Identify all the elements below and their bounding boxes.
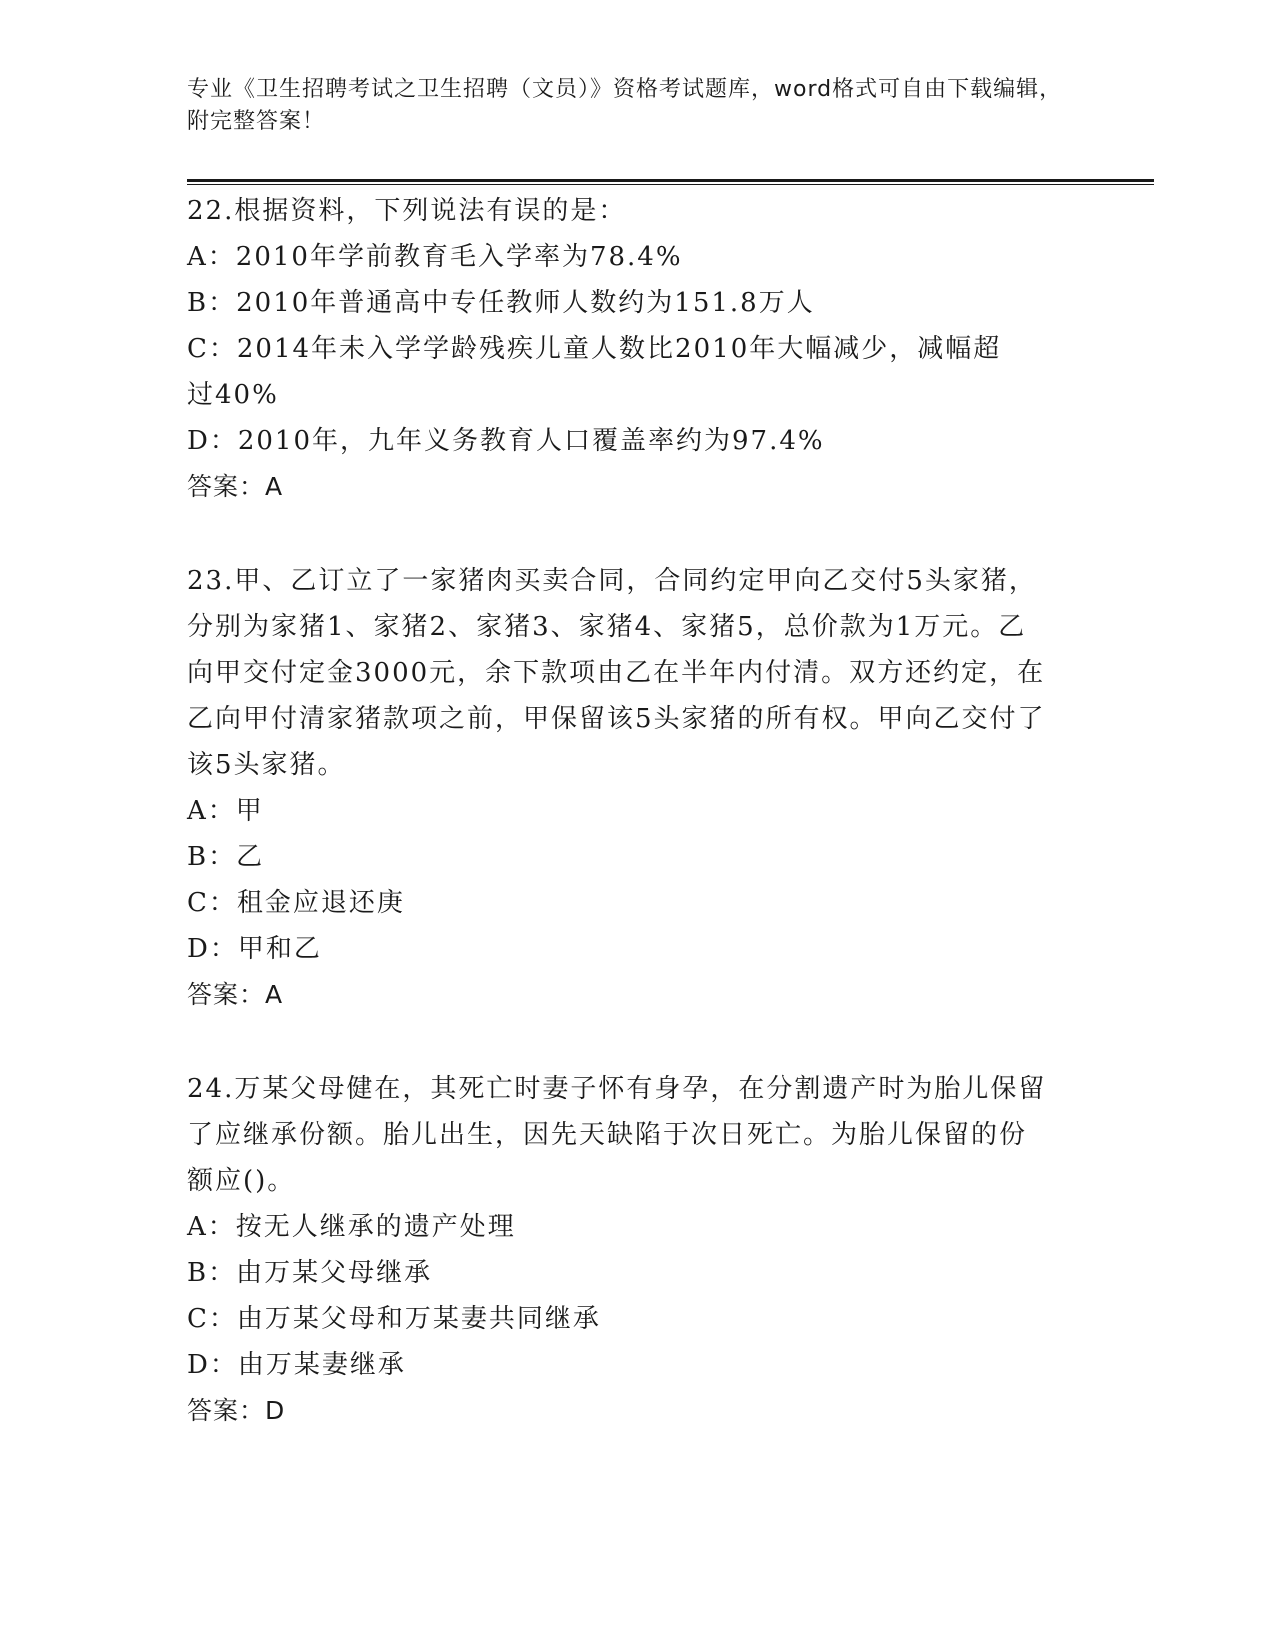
question-stem: 24.万某父母健在，其死亡时妻子怀有身孕，在分割遗产时为胎儿保留了应继承份额。胎儿出生，因先天缺陷于次日死亡。为胎儿保留的份额应()。 — [187, 1074, 1047, 1196]
option-d: D：甲和乙 — [187, 934, 322, 964]
document-header: 专业《卫生招聘考试之卫生招聘（文员）》资格考试题库，word格式可自由下载编辑，附完整答案！ — [187, 77, 1063, 134]
option-c: C：由万某父母和万某妻共同继承 — [187, 1304, 601, 1334]
option-b: B：由万某父母继承 — [187, 1258, 433, 1288]
question-stem: 23.甲、乙订立了一家猪肉买卖合同，合同约定甲向乙交付5头家猪，分别为家猪1、家猪2、家猪3、家猪4、家猪5，总价款为1万元。乙向甲交付定金3000元，余下款项由乙在半年内付清。双方还约定，在乙向甲付清家猪款项之前，甲保留该5头家猪的所有权。甲向乙交付了该5头家猪。 — [187, 566, 1046, 780]
question-stem: 22.根据资料，下列说法有误的是： — [187, 196, 627, 226]
question-24 — [187, 1066, 1087, 1434]
option-d: D：2010年，九年义务教育人口覆盖率约为97.4% — [187, 426, 825, 456]
option-a: A：甲 — [187, 796, 264, 826]
question-23 — [187, 558, 1087, 1018]
answer-label: 答案：A — [187, 980, 284, 1009]
header-divider-thick — [187, 179, 1154, 182]
option-b: B：乙 — [187, 842, 265, 872]
option-d: D：由万某妻继承 — [187, 1350, 406, 1380]
option-c: C：租金应退还庚 — [187, 888, 405, 918]
answer-label: 答案：D — [187, 1396, 286, 1425]
question-22 — [187, 188, 1087, 510]
option-a: A：按无人继承的遗产处理 — [187, 1212, 516, 1242]
question-list — [187, 188, 1087, 1482]
option-a: A：2010年学前教育毛入学率为78.4% — [187, 242, 683, 272]
answer-label: 答案：A — [187, 472, 284, 501]
option-c: C：2014年未入学学龄残疾儿童人数比2010年大幅减少，减幅超过40% — [187, 334, 1002, 410]
header-divider-thin — [187, 184, 1154, 185]
option-b: B：2010年普通高中专任教师人数约为151.8万人 — [187, 288, 815, 318]
